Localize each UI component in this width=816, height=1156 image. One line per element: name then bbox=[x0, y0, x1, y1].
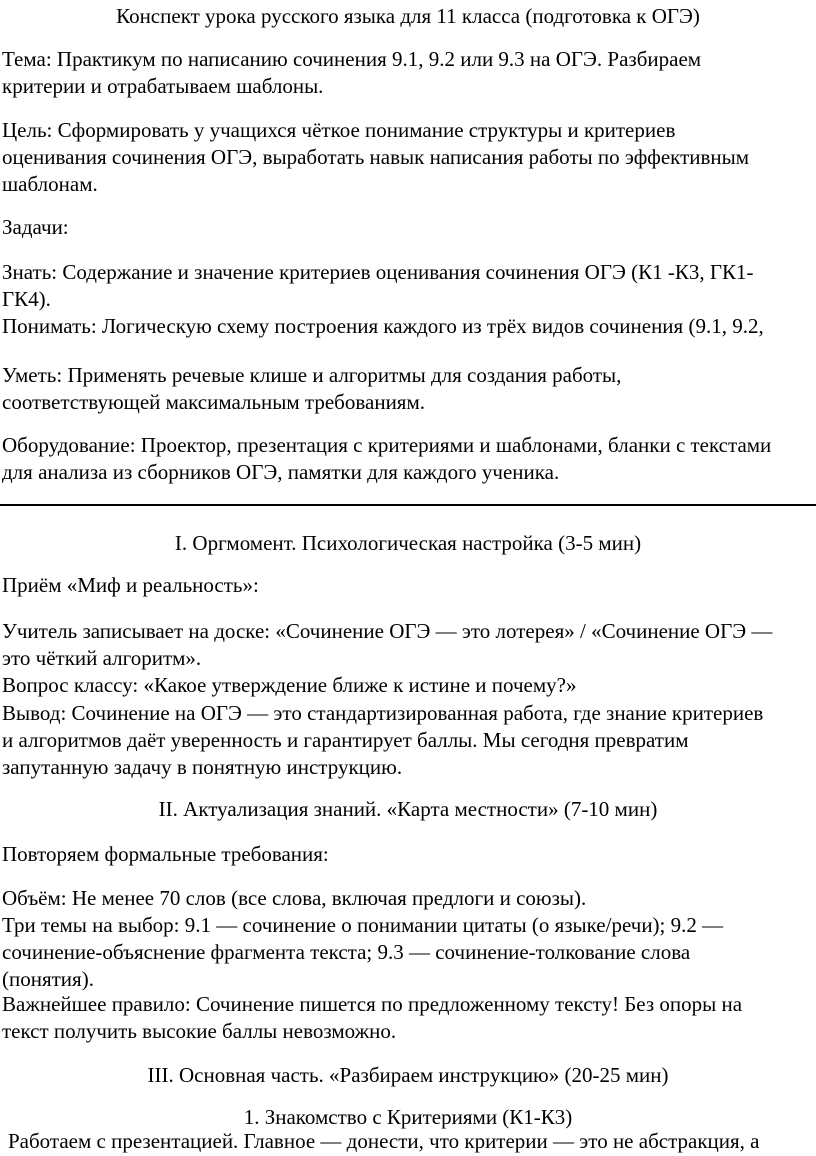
section2-line-1: Объём: Не менее 70 слов (все слова, включая предлоги и союзы). bbox=[2, 886, 587, 910]
equipment-line-1: Оборудование: Проектор, презентация с критериями и шаблонами, бланки с текстами bbox=[2, 433, 772, 457]
section3-last-line: Работаем с презентацией. Главное — донести, что критерии — это не абстракция, а bbox=[8, 1129, 760, 1153]
section2-heading: II. Актуализация знаний. «Карта местности» (7-10 мин) bbox=[158, 797, 658, 821]
section3-subheading: 1. Знакомство с Критериями (К1-К3) bbox=[243, 1105, 573, 1129]
equipment-line-2: для анализа из сборников ОГЭ, памятки для каждого ученика. bbox=[2, 460, 560, 484]
section3-heading: III. Основная часть. «Разбираем инструкцию» (20-25 мин) bbox=[147, 1063, 669, 1087]
section2-intro: Повторяем формальные требования: bbox=[2, 842, 329, 866]
section1-line-3: Вопрос классу: «Какое утверждение ближе к истине и почему?» bbox=[2, 673, 577, 697]
section1-heading: I. Оргмомент. Психологическая настройка (3-5 мин) bbox=[174, 531, 642, 555]
section2-line-4: (понятия). bbox=[2, 967, 94, 991]
section1-line-6: запутанную задачу в понятную инструкцию. bbox=[2, 755, 403, 779]
topic-line-1: Тема: Практикум по написанию сочинения 9.1, 9.2 или 9.3 на ОГЭ. Разбираем bbox=[2, 47, 702, 71]
tasks-line-4: Уметь: Применять речевые клише и алгоритмы для создания работы, bbox=[2, 363, 622, 387]
goal-line-3: шаблонам. bbox=[2, 172, 98, 196]
section1-line-1: Учитель записывает на доске: «Сочинение ОГЭ — это лотерея» / «Сочинение ОГЭ — bbox=[2, 619, 773, 643]
tasks-label: Задачи: bbox=[2, 215, 69, 239]
goal-line-2: оценивания сочинения ОГЭ, выработать навык написания работы по эффективным bbox=[2, 145, 750, 169]
section2-line-5: Важнейшее правило: Сочинение пишется по предложенному тексту! Без опоры на bbox=[2, 992, 743, 1016]
topic-line-2: критерии и отрабатываем шаблоны. bbox=[2, 74, 324, 98]
section-divider bbox=[0, 504, 816, 506]
tasks-line-1: Знать: Содержание и значение критериев оценивания сочинения ОГЭ (К1 -К3, ГК1- bbox=[2, 260, 754, 284]
section1-line-2: это чёткий алгоритм». bbox=[2, 646, 202, 670]
section2-line-6: текст получить высокие баллы невозможно. bbox=[2, 1019, 397, 1043]
goal-line-1: Цель: Сформировать у учащихся чёткое понимание структуры и критериев bbox=[2, 118, 676, 142]
section2-line-3: сочинение-объяснение фрагмента текста; 9.3 — сочинение-толкование слова bbox=[2, 940, 691, 964]
section1-line-5: и алгоритмов даёт уверенность и гарантирует баллы. Мы сегодня превратим bbox=[2, 728, 689, 752]
tasks-line-3: Понимать: Логическую схему построения каждого из трёх видов сочинения (9.1, 9.2, bbox=[2, 314, 764, 338]
document-title: Конспект урока русского языка для 11 класса (подготовка к ОГЭ) bbox=[116, 4, 700, 28]
tasks-line-5: соответствующей максимальным требованиям. bbox=[2, 390, 426, 414]
section2-line-2: Три темы на выбор: 9.1 — сочинение о понимании цитаты (о языке/речи); 9.2 — bbox=[2, 913, 724, 937]
tasks-line-2: ГК4). bbox=[2, 287, 51, 311]
section1-line-4: Вывод: Сочинение на ОГЭ — это стандартизированная работа, где знание критериев bbox=[2, 701, 764, 725]
section1-technique: Приём «Миф и реальность»: bbox=[2, 573, 259, 597]
